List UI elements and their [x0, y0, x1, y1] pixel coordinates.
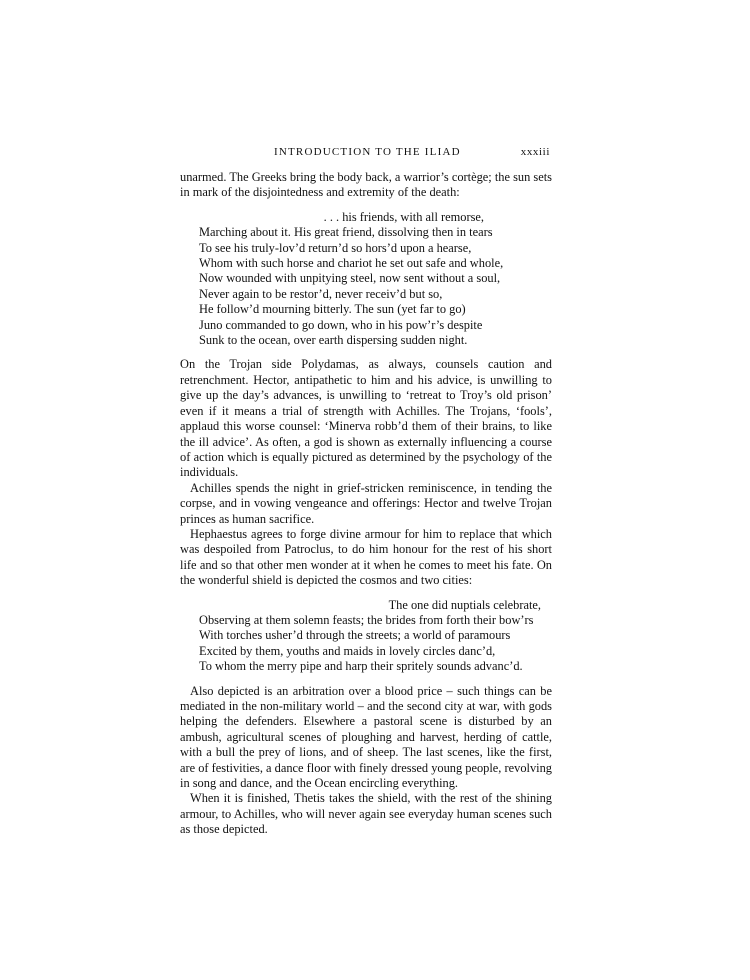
- verse-line: Excited by them, youths and maids in lovely circles danc’d,: [199, 643, 496, 658]
- paragraph-2: On the Trojan side Polydamas, as always, counsels caution and retrenchment. Hector, antipathetic to him and his advice, is unwilling to give up the day’s advances, is unwilling to ‘retreat to Troy’s old prison’ even if it means a trial of strength with Achilles. The Trojans, ‘fools’, applaud this worse counsel: ‘Minerva robb’d them of their brains, to like the ill advice’. As often, a god is shown as externally influencing a course of action which is equally pictured as determined by the psychology of the individuals.: [180, 357, 552, 480]
- page-number: xxxiii: [520, 146, 550, 158]
- verse-line: . . . his friends, with all remorse,: [323, 209, 484, 224]
- verse-line: Now wounded with unpitying steel, now sent without a soul,: [199, 271, 501, 286]
- verse-quote-1: [180, 210, 552, 349]
- verse-line: Observing at them solemn feasts; the brides from forth their bow’rs: [199, 612, 534, 627]
- verse-line: To see his truly-lov’d return’d so hors’d upon a hearse,: [199, 240, 472, 255]
- verse-line: To whom the merry pipe and harp their spritely sounds advanc’d.: [199, 659, 523, 674]
- book-page: [180, 146, 552, 838]
- paragraph-4: Hephaestus agrees to forge divine armour for him to replace that which was despoiled from Patroclus, to do him honour for the rest of his short life and so that other men wonder at it when he comes to meet his fate. On the wonderful shield is depicted the cosmos and two cities:: [180, 526, 552, 588]
- verse-quote-2: [180, 598, 552, 675]
- paragraph-5: Also depicted is an arbitration over a blood price – such things can be mediated in the non-military world – and the second city at war, with gods helping the defenders. Elsewhere a pastoral scene is disturbed by an ambush, agricultural scenes of ploughing and harvest, herding of cattle, with a bull the prey of lions, and of sheep. The last scenes, like the first, are of festivities, a dance floor with finely dressed young people, revolving in song and dance, and the Ocean encircling everything.: [180, 683, 552, 791]
- running-title: INTRODUCTION TO THE ILIAD: [274, 146, 461, 158]
- paragraph-6: When it is finished, Thetis takes the shield, with the rest of the shining armour, to Achilles, who will never again see everyday human scenes such as those depicted.: [180, 791, 552, 837]
- running-head: [180, 146, 552, 162]
- verse-line: Marching about it. His great friend, dissolving then in tears: [199, 225, 493, 240]
- verse-line: The one did nuptials celebrate,: [388, 597, 541, 612]
- verse-line: Whom with such horse and chariot he set out safe and whole,: [199, 256, 504, 271]
- verse-line: Juno commanded to go down, who in his pow’r’s despite: [199, 317, 483, 332]
- main-text: [180, 170, 552, 838]
- verse-line: Sunk to the ocean, over earth dispersing sudden night.: [199, 333, 468, 348]
- paragraph-1: unarmed. The Greeks bring the body back, a warrior’s cortège; the sun sets in mark of the disjointedness and extremity of the death:: [180, 170, 552, 200]
- verse-line: He follow’d mourning bitterly. The sun (yet far to go): [199, 302, 466, 317]
- verse-line: Never again to be restor’d, never receiv’d but so,: [199, 286, 443, 301]
- verse-line: With torches usher’d through the streets; a world of paramours: [199, 628, 511, 643]
- paragraph-3: Achilles spends the night in grief-stricken reminiscence, in tending the corpse, and in vowing vengeance and offerings: Hector and twelve Trojan princes as human sacrifice.: [180, 480, 552, 526]
